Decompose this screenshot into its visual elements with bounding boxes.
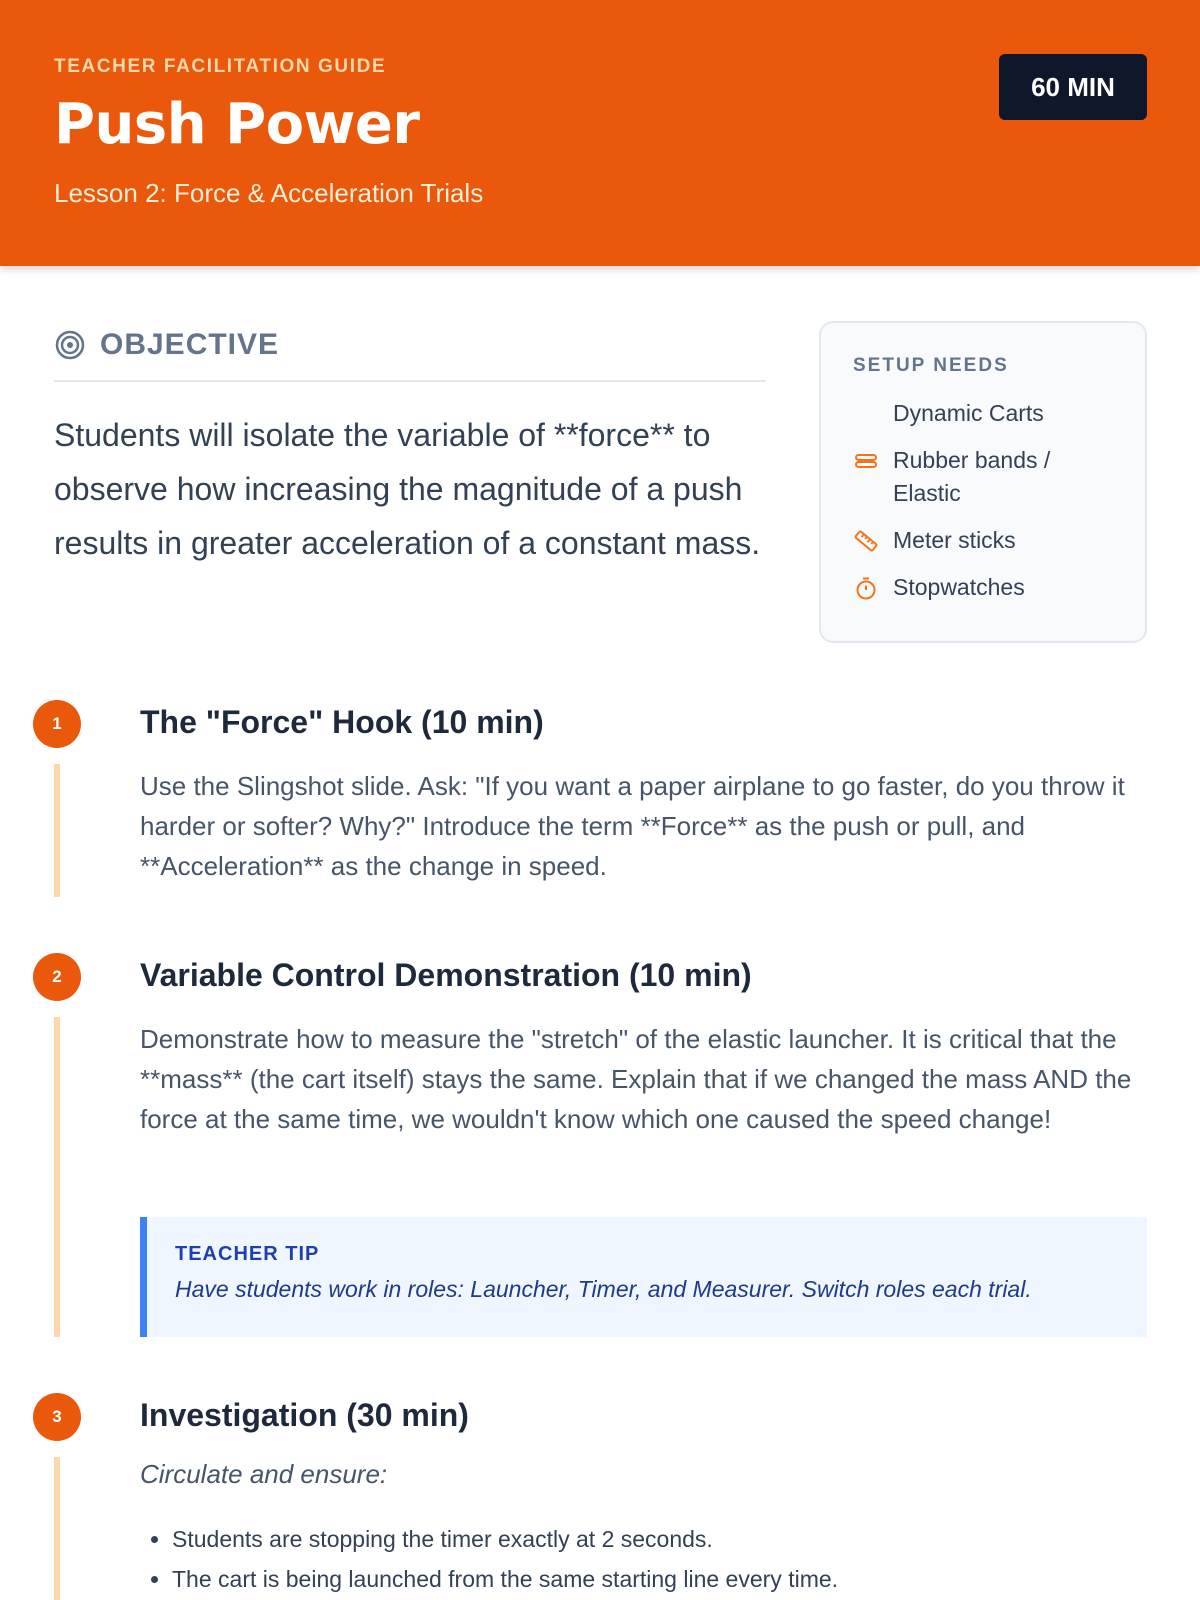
tip-text: Have students work in roles: Launcher, Timer, and Measurer. Switch roles each trial. — [175, 1276, 1032, 1302]
bands-icon — [853, 448, 879, 474]
timeline-line — [54, 1457, 60, 1600]
timeline-line — [54, 1017, 60, 1337]
setup-item-label: Meter sticks — [893, 527, 1016, 553]
setup-item-label: Dynamic Carts — [893, 400, 1044, 426]
step-number: 2 — [33, 953, 81, 1001]
objective-section — [54, 322, 766, 570]
setup-heading: SETUP NEEDS — [853, 355, 1009, 376]
objective-text: Students will isolate the variable of **force** to observe how increasing the magnitude of a push results in greater acceleration of a constant mass. — [54, 417, 761, 561]
lesson-subtitle: Lesson 2: Force & Acceleration Trials — [54, 178, 484, 208]
step-title: Variable Control Demonstration (10 min) — [140, 957, 752, 993]
objective-header — [54, 322, 766, 382]
guide-eyebrow: TEACHER FACILITATION GUIDE — [54, 56, 387, 77]
list-item: • The cart is being launched from the same starting line every time. — [172, 1559, 1152, 1599]
cart-icon — [853, 397, 893, 430]
objective-heading: OBJECTIVE — [100, 328, 280, 361]
setup-item-bands — [853, 444, 1113, 510]
ruler-icon — [853, 528, 879, 554]
step-intro: Circulate and ensure: — [140, 1459, 388, 1489]
list-item: • Students are stopping the timer exactly at 2 seconds. — [172, 1519, 1152, 1559]
header-banner — [0, 0, 1200, 266]
checklist — [172, 1519, 1152, 1599]
setup-item-label: Stopwatches — [893, 574, 1025, 600]
duration-badge: 60 MIN — [999, 54, 1147, 120]
setup-item-meter-sticks — [853, 524, 1113, 557]
setup-item-carts — [853, 397, 1113, 430]
tip-label: TEACHER TIP — [175, 1243, 320, 1265]
setup-item-label: Rubber bands / Elastic — [893, 447, 1051, 506]
setup-item-stopwatches — [853, 571, 1113, 604]
step-number: 3 — [33, 1393, 81, 1441]
setup-needs-card — [819, 321, 1147, 643]
step-title: The "Force" Hook (10 min) — [140, 704, 544, 740]
step-body: Use the Slingshot slide. Ask: "If you want a paper airplane to go faster, do you throw it harder or softer? Why?" Introduce the term **Force** as the push or pull, and **Acceleration** as the change in speed. — [140, 771, 1125, 881]
step-number: 1 — [33, 700, 81, 748]
target-icon — [54, 329, 86, 361]
step-body: Demonstrate how to measure the "stretch" of the elastic launcher. It is critical that the **mass** (the cart itself) stays the same. Explain that if we changed the mass AND the force at the same time, we wouldn't know which one caused the speed change! — [140, 1024, 1132, 1134]
page-title: Push Power — [54, 92, 420, 157]
step-title: Investigation (30 min) — [140, 1397, 469, 1433]
teacher-tip — [140, 1217, 1147, 1337]
timeline-line — [54, 764, 60, 897]
stopwatch-icon — [853, 575, 879, 601]
